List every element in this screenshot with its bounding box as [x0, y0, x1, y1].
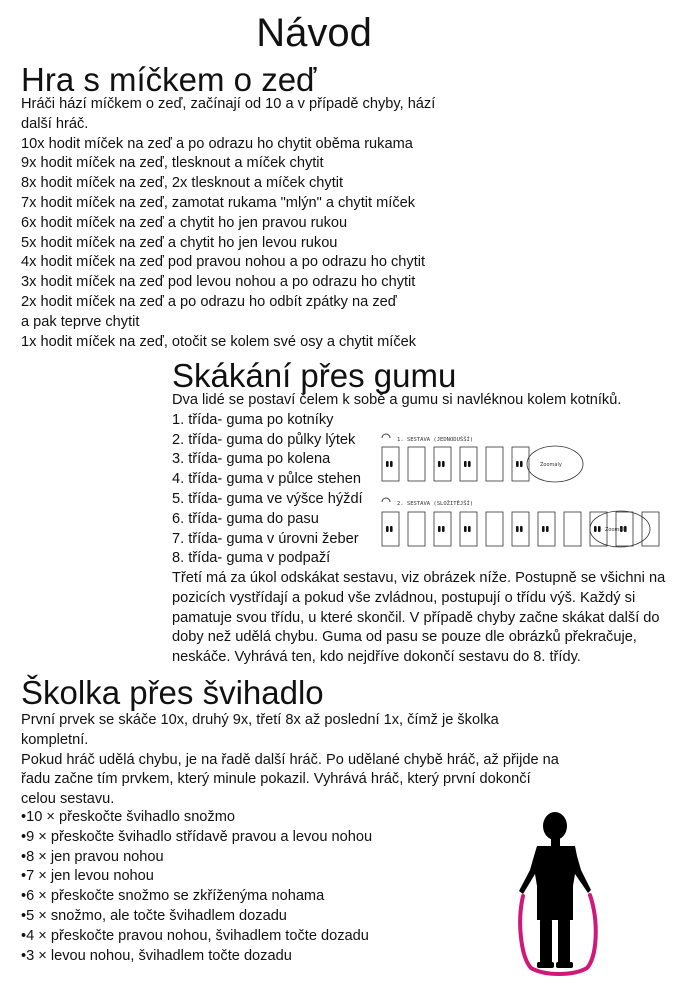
ball-step: 9x hodit míček na zeď, tlesknout a míček chytit — [21, 155, 324, 172]
diagram-label-2: 2. SESTAVA (SLOŽITĚJŠÍ) — [397, 501, 474, 507]
rope-intro-line: kompletní. — [21, 731, 89, 748]
diagram-marker-icon — [382, 498, 390, 502]
ball-step: 7x hodit míček na zeď, zamotat rukama "mlýn" a chytit míček — [21, 194, 416, 211]
elastic-level: 5. třída- guma ve výšce hýždí — [172, 490, 363, 507]
diagram-cell — [642, 512, 659, 546]
ball-intro-line: další hráč. — [21, 115, 89, 132]
feet-icon — [386, 461, 393, 467]
elastic-level: 7. třída- guma v úrovni žeber — [172, 530, 359, 547]
elastic-level: 4. třída- guma v půlce stehen — [172, 471, 362, 488]
feet-icon — [516, 526, 523, 532]
diagram-cell — [382, 512, 399, 546]
ball-step: 4x hodit míček na zeď pod pravou nohou a po odrazu ho chytit — [21, 254, 426, 271]
section-heading-rope: Školka přes švihadlo — [21, 674, 324, 711]
diagram-cell — [486, 512, 503, 546]
rope-bullet-list — [21, 808, 372, 966]
elastic-rules — [172, 569, 665, 668]
feet-icon — [464, 526, 471, 532]
elastic-rules-line: pozicích vystřídají a pokud vše zvládnou, postupují o třídu výš. Každý si — [172, 589, 636, 606]
feet-icon — [542, 526, 549, 532]
elastic-sequence-diagram — [380, 430, 690, 555]
rope-bullet: •5 × snožmo, ale točte švihadlem dozadu — [21, 907, 287, 924]
rope-bullet: •6 × přeskočte snožmo se zkříženýma nohama — [21, 888, 325, 905]
diagram-marker-icon — [382, 434, 390, 438]
section-heading-ball: Hra s míčkem o zeď — [21, 61, 317, 98]
rope-bullet: •7 × jen levou nohou — [21, 868, 154, 885]
rope-intro — [21, 711, 559, 810]
jump-rope-figure-icon — [515, 812, 615, 977]
elastic-level: 6. třída- guma do pasu — [172, 510, 319, 527]
diagram-cell — [408, 447, 425, 481]
rope-bullet: •4 × přeskočte pravou nohou, švihadlem točte dozadu — [21, 927, 369, 944]
ball-step: 6x hodit míček na zeď a chytit ho jen pravou rukou — [21, 214, 348, 231]
feet-icon — [386, 526, 393, 532]
elastic-level: 8. třída- guma v podpaží — [172, 550, 331, 567]
feet-icon — [438, 526, 445, 532]
diagram-cell — [538, 512, 555, 546]
ball-step: 2x hodit míček na zeď a po odrazu ho odbít zpátky na zeď — [21, 293, 397, 310]
feet-icon — [594, 526, 601, 532]
elastic-oval — [527, 446, 583, 482]
diagram-cell — [434, 512, 451, 546]
feet-icon — [516, 461, 523, 467]
diagram-zoom-label: Zoomaly — [605, 527, 627, 533]
rope-intro-line: celou sestavu. — [21, 791, 115, 808]
diagram-cell — [408, 512, 425, 546]
ball-step: a pak teprve chytit — [21, 313, 140, 330]
diagram-cell — [434, 447, 451, 481]
rope-bullet: •8 × jen pravou nohou — [21, 848, 164, 865]
elastic-level: 3. třída- guma po kolena — [172, 451, 331, 468]
diagram-zoom-label: Zoomaly — [540, 462, 562, 468]
feet-icon — [464, 461, 471, 467]
ball-step: 5x hodit míček na zeď a chytit ho jen levou rukou — [21, 234, 338, 251]
diagram-cell — [460, 447, 477, 481]
diagram-cell — [486, 447, 503, 481]
rope-intro-line: řadu začne tím prvkem, který minule pokazil. Vyhrává hráč, který první dokončí — [21, 771, 531, 788]
elastic-rules-line: doby než udělá chybu. Guma od pasu se pouze dle obrázků překračuje, — [172, 629, 637, 646]
diagram-cell — [512, 512, 529, 546]
elastic-level: 2. třída- guma do půlky lýtek — [172, 431, 356, 448]
ball-step: 8x hodit míček na zeď, 2x tlesknout a míček chytit — [21, 175, 344, 192]
diagram-row-simple — [382, 446, 583, 482]
rope-intro-line: První prvek se skáče 10x, druhý 9x, třetí 8x až poslední 1x, čímž je školka — [21, 712, 499, 728]
ball-game-text — [21, 95, 435, 352]
rope-bullet: •3 × levou nohou, švihadlem točte dozadu — [21, 947, 292, 964]
page-title: Návod — [256, 11, 372, 55]
diagram-cell — [460, 512, 477, 546]
diagram-cell — [564, 512, 581, 546]
feet-icon — [438, 461, 445, 467]
ball-step: 10x hodit míček na zeď a po odrazu ho chytit oběma rukama — [21, 135, 413, 152]
rope-bullet: •9 × přeskočte švihadlo střídavě pravou a levou nohou — [21, 828, 373, 845]
rope-intro-line: Pokud hráč udělá chybu, je na řadě další hráč. Po udělané chybě hráč, až přijde na — [21, 751, 559, 768]
rope-bullet: •10 × přeskočte švihadlo snožmo — [21, 809, 235, 825]
diagram-row-complex — [382, 511, 659, 547]
ball-intro-line: Hráči hází míčkem o zeď, začínají od 10 a v případě chyby, hází — [21, 96, 436, 112]
ball-step: 1x hodit míček na zeď, otočit se kolem své osy a chytit míček — [21, 333, 417, 350]
section-heading-elastic: Skákání přes gumu — [172, 357, 457, 394]
diagram-label-1: 1. SESTAVA (JEDNODUŠŠÍ) — [397, 437, 474, 443]
elastic-intro: Dva lidé se postaví čelem k sobě a gumu si navléknou kolem kotníků. — [172, 392, 622, 408]
diagram-cell — [512, 447, 529, 481]
diagram-cell — [382, 447, 399, 481]
elastic-rules-line: neskáče. Vyhrává ten, kdo nejdříve dokončí sestavu do 8. třídy. — [172, 649, 581, 666]
elastic-level: 1. třída- guma po kotníky — [172, 411, 334, 428]
elastic-rules-line: Třetí má za úkol odskákat sestavu, viz obrázek níže. Postupně se všichni na — [172, 570, 666, 586]
person-silhouette — [519, 812, 591, 968]
elastic-rules-line: pamatuje svou třídu, u které skončil. V případě chyby začne skákat další do — [172, 609, 660, 626]
ball-step: 3x hodit míček na zeď pod levou nohou a po odrazu ho chytit — [21, 274, 416, 291]
